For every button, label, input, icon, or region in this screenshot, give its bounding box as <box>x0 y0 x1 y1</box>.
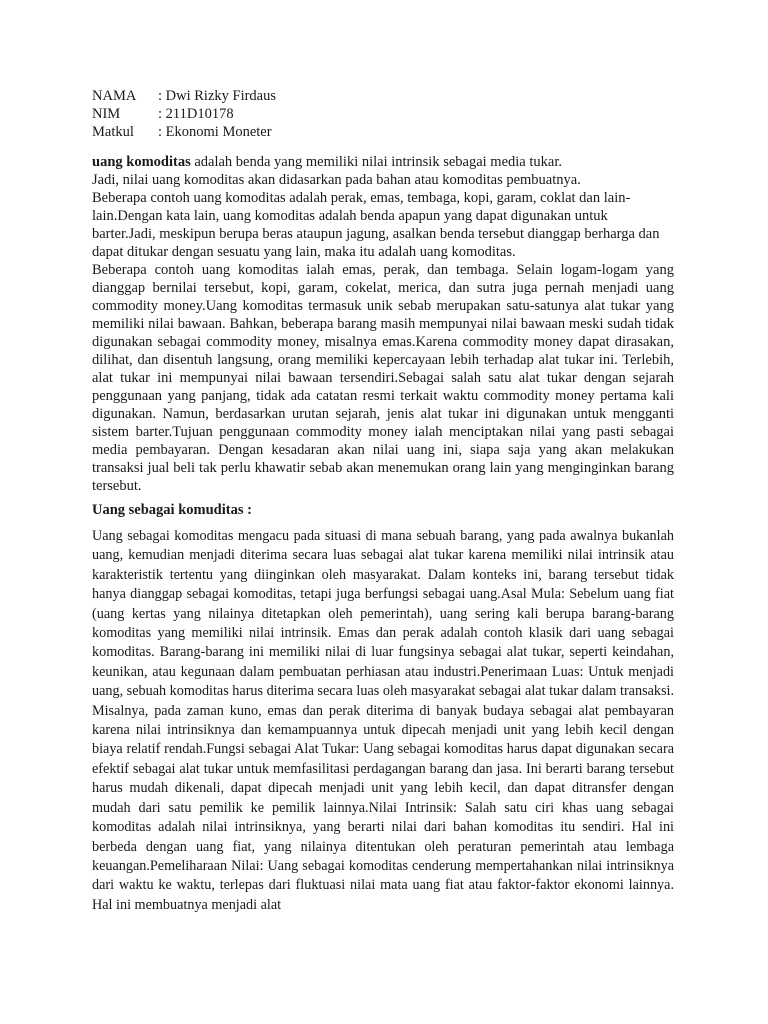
course-label: Matkul <box>92 124 134 140</box>
nim-label: NIM <box>92 106 121 122</box>
student-info-header <box>92 87 276 141</box>
history-paragraph: Beberapa contoh uang komoditas ialah emas, perak, dan tembaga. Selain logam-logam yang dianggap bernilai tersebut, kopi, garam, cokelat, merica, dan sutra juga pernah menjadi uang commodity money.Uang komoditas termasuk unik sebab merupakan satu-satunya alat tukar yang memiliki nilai bawaan. Bahkan, beberapa barang masih mempunyai nilai bawaan meski sudah tidak digunakan sebagai commodity money, misalnya emas.Karena commodity money dapat dirasakan, dilihat, dan disentuh langsung, orang memiliki kepercayaan lebih terhadap alat tukar ini. Terlebih, alat tukar ini mempunyai nilai bawaan tersendiri.Sebagai salah satu alat tukar dengan sejarah penggunaan yang panjang, tidak ada catatan resmi terkait waktu commodity money pertama kali digunakan. Namun, berdasarkan urutan sejarah, jenis alat tukar ini digunakan untuk mengganti sistem barter.Tujuan penggunaan commodity money ialah menciptakan nilai yang pasti sebagai media pembayaran. Dengan kesadaran akan nilai uang ini, siapa saja yang akan melakukan transaksi jual beli tak perlu khawatir sebab akan menemukan orang lain yang menginginkan barang tersebut. <box>92 262 674 494</box>
name-label: NAMA <box>92 88 137 104</box>
name-value: : Dwi Rizky Firdaus <box>158 88 277 104</box>
nim-row <box>92 105 276 123</box>
section-heading: Uang sebagai komuditas : <box>92 502 252 518</box>
definition-text: adalah benda yang memiliki nilai intrinsik sebagai media tukar. <box>190 154 562 170</box>
course-value: : Ekonomi Moneter <box>158 124 272 140</box>
commodity-explanation-paragraph: Uang sebagai komoditas mengacu pada situasi di mana sebuah barang, yang pada awalnya bukanlah uang, kemudian menjadi diterima secara luas sebagai alat tukar karena memiliki nilai intrinsik atau karakteristik tertentu yang diinginkan oleh masyarakat. Dalam konteks ini, barang tersebut tidak hanya dianggap sebagai komoditas, tetapi juga berfungsi sebagai uang.Asal Mula: Sebelum uang fiat (uang kertas yang nilainya ditetapkan oleh pemerintah), uang sering kali berupa barang-barang komoditas yang memiliki nilai intrinsik. Emas dan perak adalah contoh klasik dari uang sebagai komoditas. Barang-barang ini memiliki nilai di luar fungsinya sebagai alat tukar, seperti keindahan, keunikan, atau kegunaan dalam pembuatan perhiasan atau industri.Penerimaan Luas: Untuk menjadi uang, sebuah komoditas harus diterima secara luas oleh masyarakat sebagai alat tukar dalam transaksi. Misalnya, pada zaman kuno, emas dan perak diterima di banyak budaya sebagai alat pembayaran karena nilai intrinsiknya dan kemampuannya untuk dipecah menjadi unit yang lebih kecil dengan biaya relatif rendah.Fungsi sebagai Alat Tukar: Uang sebagai komoditas harus dapat digunakan secara efektif sebagai alat tukar untuk memfasilitasi perdagangan barang dan jasa. Ini berarti barang tersebut harus mudah dikenali, dapat dipecah menjadi unit yang lebih kecil, dan dapat ditransfer dengan mudah dari satu pemilik ke pemilik lainnya.Nilai Intrinsik: Salah satu ciri khas uang sebagai komoditas adalah nilai intrinsiknya, yang berarti nilai dari bahan komoditas itu sendiri. Hal ini berbeda dengan uang fiat, yang nilainya ditentukan oleh peraturan pemerintah atau lembaga keuangan.Pemeliharaan Nilai: Uang sebagai komoditas cenderung mempertahankan nilai intrinsiknya dari waktu ke waktu, terlepas dari fluktuasi nilai mata uang fiat atau faktor-faktor ekonomi lainnya. Hal ini membuatnya menjadi alat <box>92 528 674 913</box>
examples-paragraph: Beberapa contoh uang komoditas adalah perak, emas, tembaga, kopi, garam, coklat dan lain-lain.Dengan kata lain, uang komoditas adalah benda apapun yang dapat digunakan untuk barter.Jadi, meskipun berupa beras ataupun jagung, asalkan benda tersebut dianggap berharga dan dapat ditukar dengan sesuatu yang lain, maka itu adalah uang komoditas. <box>92 190 660 260</box>
value-basis-paragraph: Jadi, nilai uang komoditas akan didasarkan pada bahan atau komoditas pembuatnya. <box>92 172 581 188</box>
definition-paragraph <box>92 153 674 171</box>
term-bold: uang komoditas <box>92 154 191 170</box>
course-row <box>92 123 276 141</box>
name-row <box>92 87 276 105</box>
commodity-money-section <box>92 153 674 495</box>
nim-value: : 211D10178 <box>158 106 234 122</box>
